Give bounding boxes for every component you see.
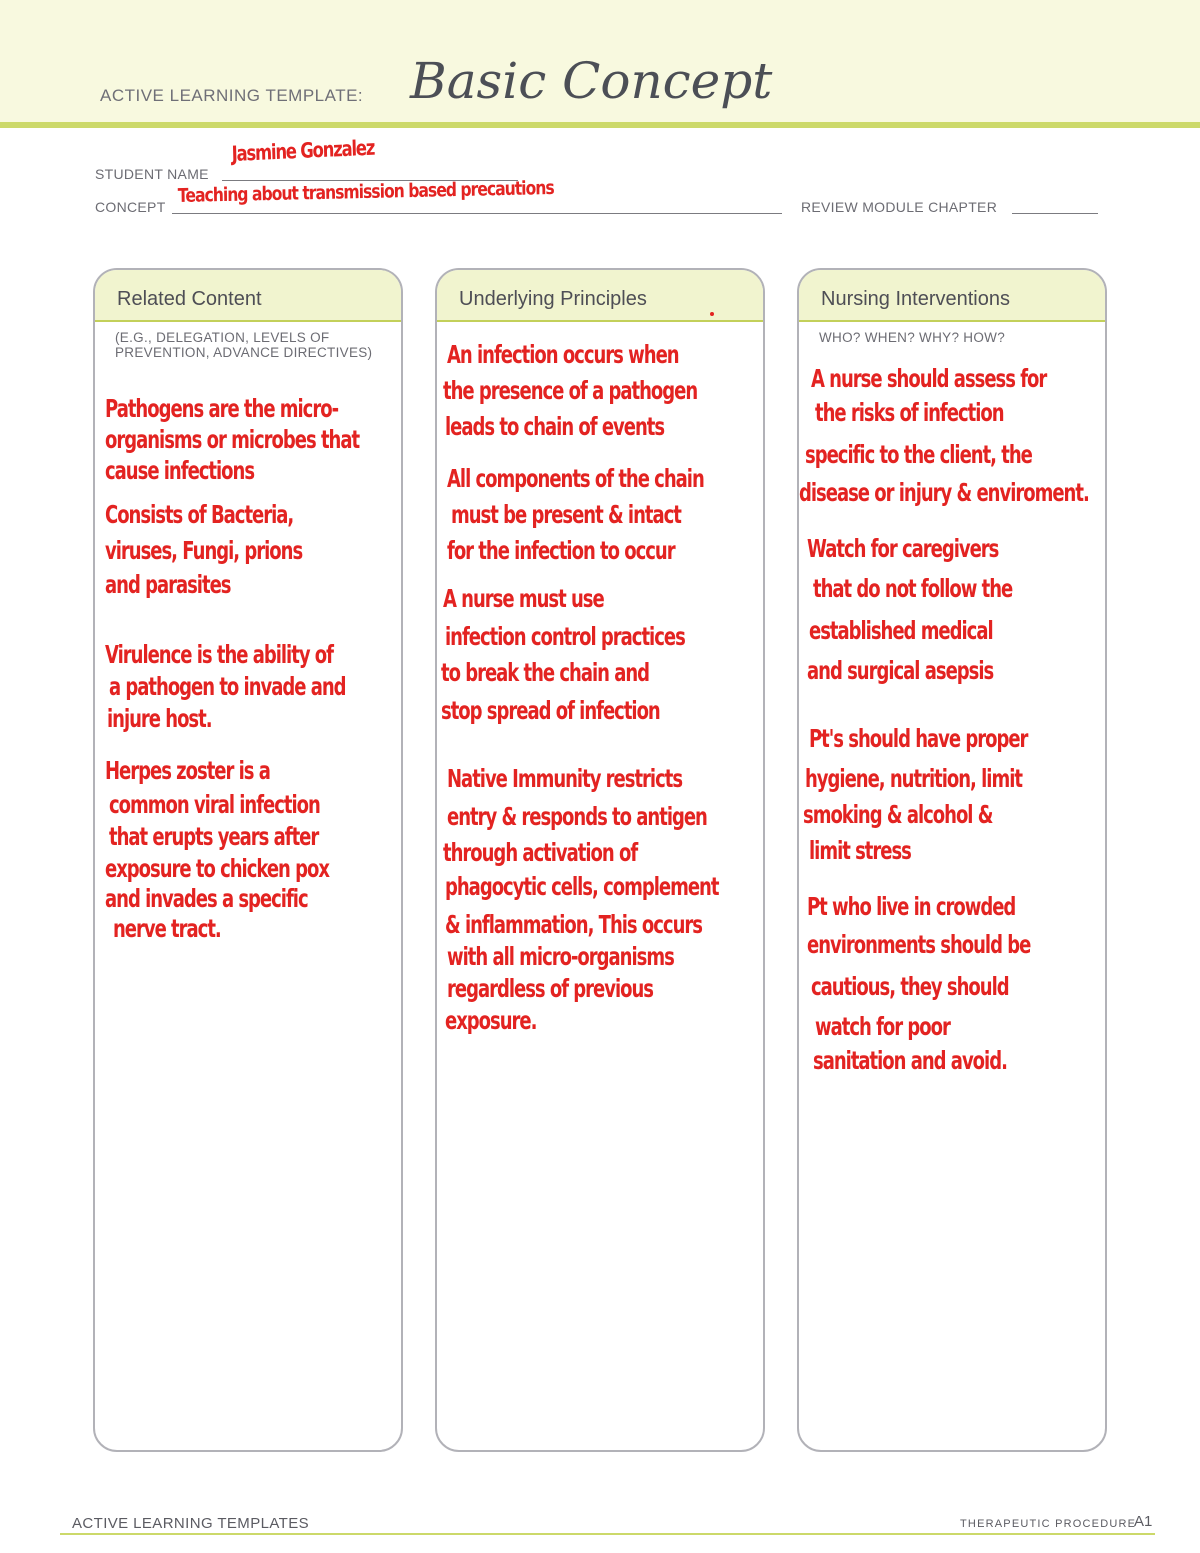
note-line: common viral infection	[109, 790, 320, 819]
note-line: Consists of Bacteria,	[105, 500, 294, 529]
note-line: leads to chain of events	[445, 412, 665, 441]
footer-right-label: THERAPEUTIC PROCEDURE	[960, 1518, 1137, 1530]
note-line: entry & responds to antigen	[447, 802, 707, 831]
note-line: that do not follow the	[813, 574, 1013, 603]
panel-related-content	[93, 268, 403, 1452]
note-line: An infection occurs when	[447, 340, 679, 369]
note-line: and invades a specific	[105, 884, 308, 913]
note-line: cautious, they should	[811, 972, 1009, 1001]
note-line: with all micro-organisms	[447, 942, 674, 971]
footer-left-label: ACTIVE LEARNING TEMPLATES	[72, 1515, 309, 1532]
note-line: Native Immunity restricts	[447, 764, 683, 793]
note-line: All components of the chain	[447, 464, 704, 493]
concept-label: CONCEPT	[95, 199, 166, 215]
note-line: environments should be	[807, 930, 1031, 959]
review-module-underline[interactable]	[1012, 213, 1098, 214]
panel-title: Related Content	[117, 288, 262, 310]
review-module-label: REVIEW MODULE CHAPTER	[801, 199, 998, 215]
note-line: exposure to chicken pox	[105, 854, 329, 883]
note-line: Virulence is the ability of	[105, 640, 333, 669]
note-line: cause infections	[105, 456, 255, 485]
panel-header	[437, 270, 763, 322]
footer-rule	[60, 1533, 1155, 1535]
note-line: organisms or microbes that	[105, 425, 360, 454]
note-line: regardless of previous	[447, 974, 654, 1003]
note-line: Watch for caregivers	[807, 534, 999, 563]
note-line: the risks of infection	[815, 398, 1004, 427]
note-line: disease or injury & enviroment.	[799, 478, 1089, 507]
panel-title: Underlying Principles	[459, 288, 647, 310]
note-line: & inflammation, This occurs	[445, 910, 702, 939]
concept-underline	[172, 213, 782, 214]
note-line: phagocytic cells, complement	[445, 872, 719, 901]
note-line: A nurse must use	[443, 584, 604, 613]
note-line: specific to the client, the	[805, 440, 1032, 469]
note-line: A nurse should assess for	[811, 364, 1047, 393]
note-line: that erupts years after	[109, 822, 319, 851]
student-name-value[interactable]: Jasmine Gonzalez	[231, 135, 375, 166]
ink-dot	[710, 312, 714, 316]
panel-header	[95, 270, 401, 322]
panel-title: Nursing Interventions	[821, 288, 1010, 310]
panel-header	[799, 270, 1105, 322]
student-name-label: STUDENT NAME	[95, 166, 209, 182]
panel-nursing-interventions	[797, 268, 1107, 1452]
note-line: limit stress	[809, 836, 911, 865]
concept-value[interactable]: Teaching about transmission based precautions	[177, 177, 554, 207]
note-line: injure host.	[107, 704, 212, 733]
note-line: hygiene, nutrition, limit	[805, 764, 1022, 793]
note-line: for the infection to occur	[447, 536, 675, 565]
note-line: Pathogens are the micro-	[105, 394, 339, 423]
note-line: nerve tract.	[113, 914, 221, 943]
note-line: smoking & alcohol &	[803, 800, 993, 829]
panel-subtitle: (E.G., DELEGATION, LEVELS OF PREVENTION, ADVANCE DIRECTIVES)	[115, 330, 373, 360]
note-line: Herpes zoster is a	[105, 756, 270, 785]
note-line: watch for poor	[815, 1012, 950, 1041]
note-line: to break the chain and	[441, 658, 650, 687]
note-line: Pt's should have proper	[809, 724, 1028, 753]
note-line: a pathogen to invade and	[109, 672, 346, 701]
note-line: viruses, Fungi, prions	[105, 536, 303, 565]
page-number: A1	[1134, 1513, 1153, 1530]
note-line: sanitation and avoid.	[813, 1046, 1007, 1075]
note-line: and surgical asepsis	[807, 656, 994, 685]
note-line: established medical	[809, 616, 993, 645]
note-line: infection control practices	[445, 622, 685, 651]
note-line: must be present & intact	[451, 500, 681, 529]
panel-subtitle: WHO? WHEN? WHY? HOW?	[819, 330, 1006, 345]
note-line: and parasites	[105, 570, 231, 599]
note-line: the presence of a pathogen	[443, 376, 698, 405]
note-line: through activation of	[443, 838, 638, 867]
panel-underlying-principles	[435, 268, 765, 1452]
note-line: stop spread of infection	[441, 696, 660, 725]
template-label: ACTIVE LEARNING TEMPLATE:	[100, 86, 364, 105]
template-title: Basic Concept	[410, 52, 773, 110]
header-rule	[0, 122, 1200, 128]
note-line: exposure.	[445, 1006, 537, 1035]
note-line: Pt who live in crowded	[807, 892, 1016, 921]
